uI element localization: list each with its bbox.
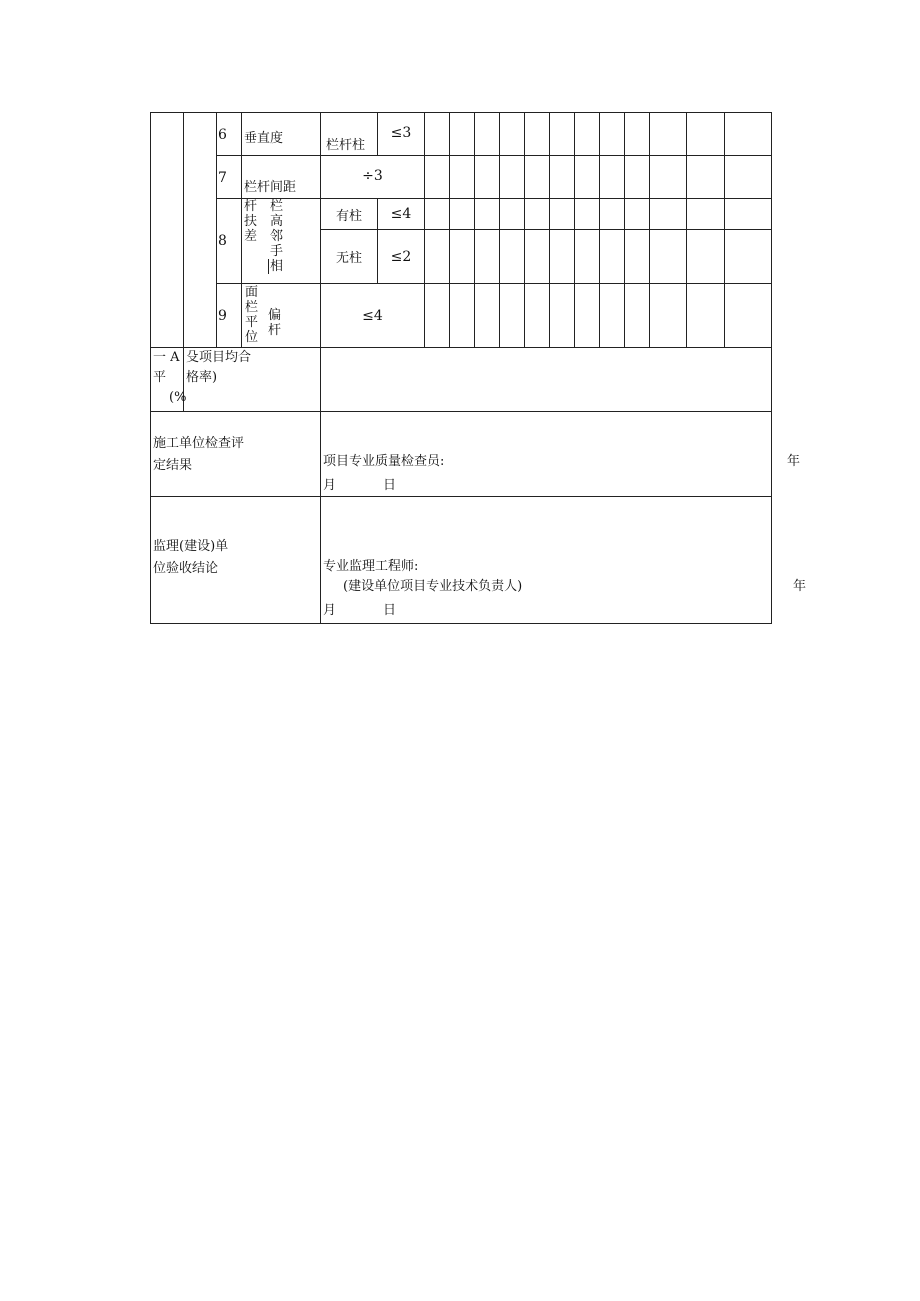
item-name: 垂直度 — [242, 113, 321, 156]
table-row — [151, 284, 772, 348]
group-cell — [151, 113, 184, 348]
table-row — [151, 113, 772, 156]
item-name-right: 栏 高 邻 手 相 — [270, 199, 284, 274]
allowed-deviation: ≤2 — [378, 230, 425, 284]
day-label: 日 — [383, 603, 397, 618]
inspection-form — [150, 112, 807, 625]
summary-left-cell: 一 A 平 (% — [151, 348, 184, 412]
inspection-table — [150, 112, 807, 624]
allowed-deviation: ≤3 — [378, 113, 425, 156]
item-name-right: 偏 杆 — [268, 308, 282, 338]
item-name — [242, 284, 321, 348]
item-subname: 有柱 — [321, 199, 378, 230]
month-label: 月 — [323, 603, 337, 618]
summary-row — [151, 348, 772, 412]
item-name-left: 面 栏 平 位 — [245, 285, 259, 345]
month-label: 月 — [323, 478, 337, 493]
item-number: 9 — [217, 284, 242, 348]
supervision-label: 监理(建设)单 位验收结论 — [151, 497, 321, 624]
item-number: 8 — [217, 199, 242, 284]
allowed-deviation: ≤4 — [321, 284, 425, 348]
category-cell — [184, 113, 217, 348]
table-row — [151, 199, 772, 230]
item-name: 栏杆间距 — [242, 156, 321, 199]
construction-row — [151, 412, 772, 497]
summary-label: 殳项目均合 格率) — [184, 348, 321, 412]
item-name-left: 杆 扶 差 — [244, 199, 258, 244]
item-subname: 无柱 — [321, 230, 378, 284]
allowed-deviation: ≤4 — [378, 199, 425, 230]
item-subname: 栏杆柱 — [321, 113, 378, 156]
summary-value — [321, 348, 772, 412]
supervision-signoff — [321, 497, 807, 624]
item-number: 6 — [217, 113, 242, 156]
supervision-row — [151, 497, 772, 624]
item-name — [242, 199, 321, 284]
inspector-label: 项目专业质量检查员: — [323, 454, 445, 469]
owner-rep-label: (建设单位项目专业技术负责人) — [343, 579, 523, 594]
year-label: 年 — [793, 579, 807, 594]
year-label: 年 — [787, 454, 801, 469]
allowed-deviation: ÷3 — [321, 156, 425, 199]
construction-signoff — [321, 412, 801, 497]
day-label: 日 — [383, 478, 397, 493]
engineer-label: 专业监理工程师: — [323, 559, 419, 574]
item-number: 7 — [217, 156, 242, 199]
construction-label: 施工单位检查评 定结果 — [151, 412, 321, 497]
table-row — [151, 156, 772, 199]
